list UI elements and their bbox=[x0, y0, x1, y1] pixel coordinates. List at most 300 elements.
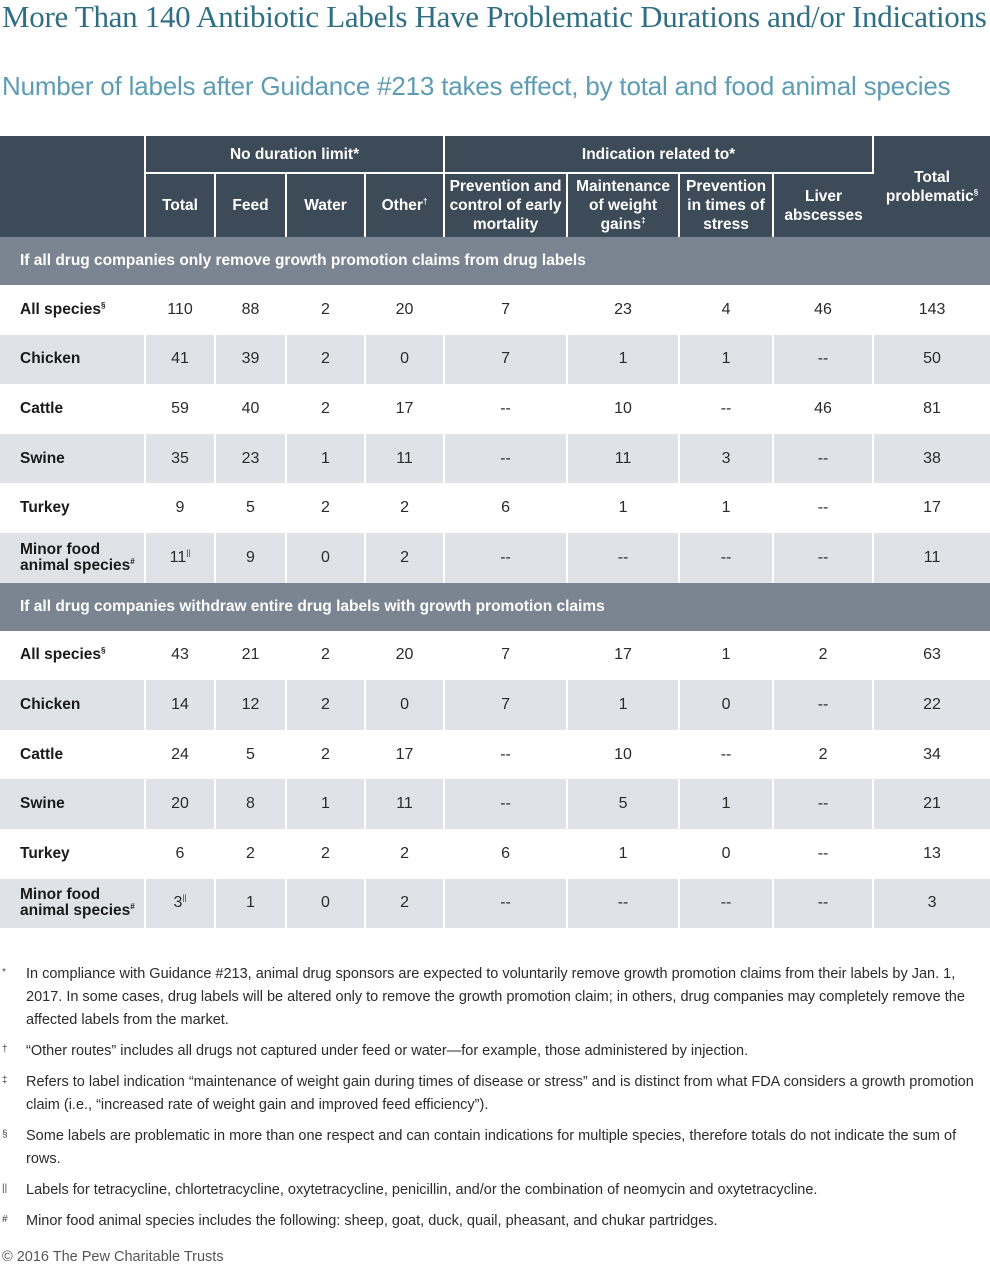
row-label: Turkey bbox=[20, 844, 70, 862]
table-cell bbox=[773, 680, 873, 730]
table-cell bbox=[286, 434, 365, 484]
header-col bbox=[365, 173, 444, 237]
cell-value: 2 bbox=[818, 745, 828, 763]
cell-value: 11 bbox=[396, 795, 413, 813]
header-col-label: Liver abscesses bbox=[784, 187, 863, 224]
cell-value: 1 bbox=[721, 646, 731, 664]
cell-value: 5 bbox=[246, 745, 255, 763]
table-row bbox=[0, 434, 990, 484]
cell-value: -- bbox=[720, 745, 732, 763]
table-cell bbox=[444, 829, 567, 879]
header-col-mark: ‡ bbox=[641, 215, 646, 225]
row-label-cell bbox=[0, 631, 145, 681]
cell-value: 9 bbox=[246, 548, 255, 566]
row-label-cell bbox=[0, 730, 145, 780]
footnote bbox=[0, 1125, 990, 1171]
table-cell bbox=[215, 285, 286, 335]
cell-value: 17 bbox=[614, 646, 632, 664]
table-cell bbox=[215, 779, 286, 829]
table-cell bbox=[215, 434, 286, 484]
table-row bbox=[0, 483, 990, 533]
table-cell bbox=[679, 879, 773, 929]
cell-value: 7 bbox=[501, 300, 510, 318]
table-cell bbox=[567, 533, 679, 583]
cell-value: 0 bbox=[400, 695, 409, 713]
cell-value: 63 bbox=[923, 646, 941, 664]
cell-value: 2 bbox=[321, 745, 330, 763]
cell-value: -- bbox=[720, 548, 732, 566]
cell-value: -- bbox=[817, 795, 829, 813]
table-cell bbox=[145, 285, 215, 335]
table-row bbox=[0, 730, 990, 780]
cell-value: -- bbox=[817, 548, 829, 566]
row-label-cell bbox=[0, 285, 145, 335]
cell-value: 0 bbox=[721, 695, 731, 713]
footnote-mark: † bbox=[2, 1044, 8, 1055]
table-cell bbox=[679, 335, 773, 385]
cell-value: 11 bbox=[396, 449, 413, 467]
table-cell bbox=[679, 483, 773, 533]
footnote-text: “Other routes” includes all drugs not captured under feed or water—for example, those administered by injection. bbox=[26, 1043, 749, 1059]
cell-value: 6 bbox=[175, 844, 185, 862]
table-cell bbox=[365, 680, 444, 730]
cell-value: 1 bbox=[721, 350, 731, 368]
cell-value: 59 bbox=[171, 399, 189, 417]
table-cell bbox=[873, 483, 990, 533]
cell-value: 1 bbox=[246, 894, 255, 912]
header-col-label: Prevention and control of early mortality bbox=[449, 178, 562, 233]
table-row bbox=[0, 384, 990, 434]
table-cell bbox=[873, 779, 990, 829]
cell-value: 88 bbox=[241, 300, 260, 318]
table-cell bbox=[145, 680, 215, 730]
table-cell bbox=[873, 434, 990, 484]
row-label: All species bbox=[20, 646, 101, 664]
cell-value: 8 bbox=[246, 795, 255, 813]
table-cell bbox=[145, 335, 215, 385]
table-cell bbox=[773, 434, 873, 484]
table-row bbox=[0, 779, 990, 829]
footnote bbox=[0, 1071, 990, 1117]
table-cell bbox=[773, 879, 873, 929]
cell-value: -- bbox=[500, 548, 511, 566]
cell-value: 7 bbox=[501, 350, 510, 368]
cell-value: 7 bbox=[501, 695, 510, 713]
cell-value: 1 bbox=[618, 844, 628, 862]
cell-value: -- bbox=[500, 745, 511, 763]
table-cell bbox=[365, 285, 444, 335]
footnote-mark: * bbox=[2, 967, 6, 978]
table-cell bbox=[145, 730, 215, 780]
cell-value: 5 bbox=[618, 795, 628, 813]
table-cell bbox=[286, 879, 365, 929]
cell-value: 2 bbox=[400, 548, 409, 566]
row-label: Cattle bbox=[20, 745, 64, 763]
table-cell bbox=[444, 730, 567, 780]
cell-value: 11 bbox=[923, 548, 941, 566]
row-label: Swine bbox=[20, 795, 65, 813]
cell-value: 12 bbox=[241, 695, 260, 713]
row-label: Swine bbox=[20, 449, 65, 467]
cell-value: 46 bbox=[814, 399, 832, 417]
table-cell bbox=[773, 631, 873, 681]
row-label-cell bbox=[0, 879, 145, 929]
header-group-indication: Indication related to* bbox=[444, 136, 873, 173]
footnotes bbox=[0, 963, 990, 1241]
cell-value: 13 bbox=[923, 844, 941, 862]
cell-value: 46 bbox=[814, 300, 832, 318]
table-cell bbox=[679, 829, 773, 879]
cell-value: 1 bbox=[618, 499, 628, 517]
labels-table bbox=[0, 136, 990, 928]
table-cell bbox=[215, 829, 286, 879]
table-row bbox=[0, 829, 990, 879]
cell-value: 10 bbox=[614, 399, 632, 417]
row-label-mark: § bbox=[101, 646, 106, 656]
table-cell bbox=[215, 730, 286, 780]
table-cell bbox=[365, 483, 444, 533]
table-cell bbox=[444, 779, 567, 829]
cell-value: 2 bbox=[818, 646, 828, 664]
cell-value: -- bbox=[500, 795, 511, 813]
table-cell bbox=[365, 631, 444, 681]
table-cell bbox=[286, 384, 365, 434]
row-label: Chicken bbox=[20, 350, 81, 368]
cell-value: 3 bbox=[721, 449, 731, 467]
table-cell bbox=[444, 335, 567, 385]
cell-value: 0 bbox=[400, 350, 409, 368]
cell-value: 0 bbox=[321, 548, 330, 566]
table-cell bbox=[215, 879, 286, 929]
cell-value: 24 bbox=[171, 745, 189, 763]
cell-value: 22 bbox=[923, 695, 941, 713]
table-cell bbox=[679, 631, 773, 681]
page-subtitle: Number of labels after Guidance #213 takes effect, by total and food animal species bbox=[2, 71, 951, 101]
cell-value: 1 bbox=[321, 449, 330, 467]
table-cell bbox=[679, 533, 773, 583]
cell-value: -- bbox=[720, 894, 732, 912]
footnote-text: In compliance with Guidance #213, animal drug sponsors are expected to voluntarily remove growth promotion claims from their labels by Jan. 1, 2017. In some cases, drug labels will be altered only to remove the growth promotion claim; in others, drug companies may completely remove the affected labels from the market. bbox=[26, 966, 965, 1028]
table-cell bbox=[215, 680, 286, 730]
cell-value: 35 bbox=[171, 449, 189, 467]
table-cell bbox=[567, 384, 679, 434]
table-cell bbox=[773, 335, 873, 385]
table-cell bbox=[145, 483, 215, 533]
cell-value: 20 bbox=[395, 646, 414, 664]
cell-value: 21 bbox=[241, 646, 260, 664]
table-cell bbox=[567, 285, 679, 335]
cell-value: 1 bbox=[618, 695, 628, 713]
table-cell bbox=[444, 533, 567, 583]
section-row bbox=[0, 237, 990, 285]
table-cell bbox=[679, 384, 773, 434]
table-cell bbox=[873, 533, 990, 583]
table-cell bbox=[773, 384, 873, 434]
footnote-mark: # bbox=[2, 1214, 8, 1225]
table-row bbox=[0, 285, 990, 335]
cell-value: -- bbox=[817, 350, 829, 368]
table-cell bbox=[873, 384, 990, 434]
table-cell bbox=[444, 631, 567, 681]
header-col-label: Water bbox=[304, 197, 347, 214]
cell-value: 2 bbox=[400, 499, 409, 517]
table-cell bbox=[215, 533, 286, 583]
table-cell bbox=[567, 434, 679, 484]
header-col bbox=[773, 173, 873, 237]
row-label-mark: # bbox=[130, 556, 135, 566]
cell-value: 2 bbox=[321, 646, 330, 664]
cell-value: 2 bbox=[321, 300, 330, 318]
table-cell bbox=[567, 730, 679, 780]
cell-value: 6 bbox=[501, 499, 510, 517]
cell-value: -- bbox=[617, 548, 629, 566]
header-col-label: Total bbox=[162, 197, 198, 214]
table-cell bbox=[444, 879, 567, 929]
footnote-text: Some labels are problematic in more than one respect and can contain indications for multiple species, therefore totals do not indicate the sum of rows. bbox=[26, 1128, 957, 1167]
header-total-problematic bbox=[873, 136, 990, 237]
cell-value: 20 bbox=[395, 300, 414, 318]
header-col bbox=[215, 173, 286, 237]
cell-value: 39 bbox=[241, 350, 260, 368]
table-cell bbox=[215, 335, 286, 385]
row-label-cell bbox=[0, 483, 145, 533]
table-cell bbox=[286, 533, 365, 583]
cell-value: 2 bbox=[400, 894, 409, 912]
table-cell bbox=[286, 631, 365, 681]
cell-value: 11 bbox=[614, 449, 632, 467]
table-cell bbox=[365, 730, 444, 780]
footnote-text: Labels for tetracycline, chlortetracycline, oxytetracycline, penicillin, and/or the combination of neomycin and oxytetracycline. bbox=[26, 1182, 818, 1198]
table-cell bbox=[873, 829, 990, 879]
header-col bbox=[145, 173, 215, 237]
cell-value-mark: || bbox=[186, 548, 191, 558]
cell-value: 17 bbox=[395, 745, 414, 763]
cell-value: 43 bbox=[171, 646, 189, 664]
table-cell bbox=[215, 483, 286, 533]
table-cell bbox=[145, 434, 215, 484]
cell-value: 6 bbox=[501, 844, 510, 862]
table-cell bbox=[567, 680, 679, 730]
table-cell bbox=[145, 631, 215, 681]
row-label: Minor food animal species bbox=[20, 886, 131, 920]
table-cell bbox=[873, 879, 990, 929]
cell-value: 20 bbox=[171, 795, 189, 813]
table-cell bbox=[365, 779, 444, 829]
copyright: © 2016 The Pew Charitable Trusts bbox=[2, 1249, 224, 1265]
table-header bbox=[0, 136, 990, 237]
cell-value: 143 bbox=[918, 300, 946, 318]
row-label: Cattle bbox=[20, 399, 64, 417]
table-cell bbox=[286, 335, 365, 385]
table-cell bbox=[567, 631, 679, 681]
cell-value: 2 bbox=[321, 399, 330, 417]
header-col-label: Prevention in times of stress bbox=[685, 178, 767, 233]
row-label-cell bbox=[0, 829, 145, 879]
cell-value: 7 bbox=[501, 646, 510, 664]
header-col bbox=[286, 173, 365, 237]
cell-value: 2 bbox=[246, 844, 255, 862]
footnote-mark: || bbox=[2, 1183, 8, 1194]
table-row bbox=[0, 335, 990, 385]
cell-value: -- bbox=[817, 844, 829, 862]
table-cell bbox=[365, 384, 444, 434]
table-cell bbox=[444, 285, 567, 335]
cell-value: 23 bbox=[241, 449, 260, 467]
cell-value: 50 bbox=[923, 350, 941, 368]
cell-value: 1 bbox=[721, 795, 731, 813]
footnote-mark: § bbox=[2, 1129, 8, 1140]
table-cell bbox=[567, 779, 679, 829]
table-cell bbox=[773, 829, 873, 879]
row-label-cell bbox=[0, 533, 145, 583]
footnote bbox=[0, 1210, 990, 1233]
table-cell bbox=[679, 730, 773, 780]
table-cell bbox=[365, 434, 444, 484]
table-cell bbox=[286, 483, 365, 533]
table-cell bbox=[873, 680, 990, 730]
table-cell bbox=[286, 285, 365, 335]
table-cell bbox=[773, 779, 873, 829]
table-cell bbox=[679, 285, 773, 335]
row-label: All species bbox=[20, 300, 101, 318]
header-col bbox=[567, 173, 679, 237]
table-cell bbox=[444, 384, 567, 434]
cell-value: 5 bbox=[246, 499, 255, 517]
cell-value: 38 bbox=[923, 449, 941, 467]
cell-value: 40 bbox=[241, 399, 260, 417]
footnote-mark: ‡ bbox=[2, 1075, 8, 1086]
cell-value-mark: || bbox=[182, 894, 187, 903]
header-col-mark: † bbox=[422, 196, 428, 206]
table-cell bbox=[679, 680, 773, 730]
row-label-cell bbox=[0, 384, 145, 434]
cell-value: 9 bbox=[175, 499, 185, 517]
footnote bbox=[0, 1179, 990, 1202]
table-cell bbox=[444, 434, 567, 484]
row-label: Minor food animal species bbox=[20, 540, 131, 574]
cell-value: -- bbox=[500, 449, 511, 467]
cell-value: 1 bbox=[721, 499, 731, 517]
table-cell bbox=[145, 533, 215, 583]
row-label: Chicken bbox=[20, 695, 81, 713]
header-stub bbox=[0, 136, 145, 237]
table-row bbox=[0, 533, 990, 583]
table-cell bbox=[215, 631, 286, 681]
cell-value: 17 bbox=[923, 499, 941, 517]
cell-value: 41 bbox=[171, 350, 189, 368]
table-cell bbox=[873, 285, 990, 335]
cell-value: 2 bbox=[321, 350, 330, 368]
table-cell bbox=[679, 434, 773, 484]
header-total-problematic-mark: § bbox=[973, 187, 979, 197]
table-cell bbox=[679, 779, 773, 829]
table-cell bbox=[873, 335, 990, 385]
cell-value: 3 bbox=[927, 894, 937, 912]
cell-value: -- bbox=[817, 894, 829, 912]
section-title: If all drug companies only remove growth promotion claims from drug labels bbox=[0, 237, 990, 285]
table-cell bbox=[365, 879, 444, 929]
cell-value: 2 bbox=[321, 844, 330, 862]
table-cell bbox=[286, 779, 365, 829]
section-title: If all drug companies withdraw entire drug labels with growth promotion claims bbox=[0, 583, 990, 631]
cell-value: 4 bbox=[721, 300, 731, 318]
row-label-cell bbox=[0, 335, 145, 385]
cell-value: 2 bbox=[321, 695, 330, 713]
footnote-text: Minor food animal species includes the following: sheep, goat, duck, quail, pheasant, and chukar partridges. bbox=[26, 1213, 718, 1229]
header-col-label: Other bbox=[381, 197, 423, 214]
table-row bbox=[0, 631, 990, 681]
table-cell bbox=[145, 879, 215, 929]
cell-value: 2 bbox=[321, 499, 330, 517]
cell-value: 2 bbox=[400, 844, 409, 862]
footnote bbox=[0, 963, 990, 1032]
table-cell bbox=[286, 680, 365, 730]
row-label: Turkey bbox=[20, 499, 70, 517]
cell-value: 0 bbox=[321, 894, 330, 912]
table-cell bbox=[567, 829, 679, 879]
footnote bbox=[0, 1040, 990, 1063]
cell-value: 11 bbox=[169, 548, 187, 566]
row-label-cell bbox=[0, 434, 145, 484]
cell-value: -- bbox=[500, 894, 511, 912]
table-cell bbox=[444, 483, 567, 533]
cell-value: 14 bbox=[171, 695, 189, 713]
cell-value: -- bbox=[500, 399, 511, 417]
cell-value: 3 bbox=[173, 894, 183, 912]
header-col bbox=[444, 173, 567, 237]
header-group-duration: No duration limit* bbox=[145, 136, 444, 173]
table-row bbox=[0, 680, 990, 730]
table-cell bbox=[365, 533, 444, 583]
cell-value: -- bbox=[720, 399, 732, 417]
table-cell bbox=[773, 483, 873, 533]
table-cell bbox=[145, 829, 215, 879]
header-col-label: Feed bbox=[232, 197, 269, 214]
cell-value: 1 bbox=[618, 350, 628, 368]
cell-value: -- bbox=[817, 449, 829, 467]
table-cell bbox=[567, 879, 679, 929]
table-cell bbox=[286, 829, 365, 879]
cell-value: 17 bbox=[395, 399, 414, 417]
table-cell bbox=[873, 631, 990, 681]
table-cell bbox=[286, 730, 365, 780]
header-col-label: Maintenance of weight gains bbox=[576, 178, 670, 233]
cell-value: 81 bbox=[923, 399, 941, 417]
table-cell bbox=[773, 730, 873, 780]
cell-value: -- bbox=[617, 894, 629, 912]
cell-value: 34 bbox=[923, 745, 941, 763]
section-row bbox=[0, 583, 990, 631]
table-cell bbox=[773, 533, 873, 583]
row-label-mark: § bbox=[101, 300, 106, 310]
cell-value: 23 bbox=[614, 300, 632, 318]
table-cell bbox=[444, 680, 567, 730]
table-cell bbox=[145, 779, 215, 829]
footnote-text: Refers to label indication “maintenance of weight gain during times of disease or stress” and is distinct from what FDA considers a growth promotion claim (i.e., “increased rate of weight gain and improved feed efficiency”). bbox=[26, 1074, 974, 1113]
table-cell bbox=[567, 483, 679, 533]
table-cell bbox=[873, 730, 990, 780]
header-col bbox=[679, 173, 773, 237]
table-row bbox=[0, 879, 990, 929]
page-title: More Than 140 Antibiotic Labels Have Problematic Durations and/or Indications bbox=[2, 0, 987, 34]
cell-value: 10 bbox=[614, 745, 632, 763]
row-label-mark: # bbox=[130, 902, 135, 912]
table-cell bbox=[567, 335, 679, 385]
row-label-cell bbox=[0, 779, 145, 829]
table-cell bbox=[365, 335, 444, 385]
cell-value: 110 bbox=[167, 300, 193, 318]
header-total-problematic-label: Total problematic bbox=[885, 168, 974, 205]
